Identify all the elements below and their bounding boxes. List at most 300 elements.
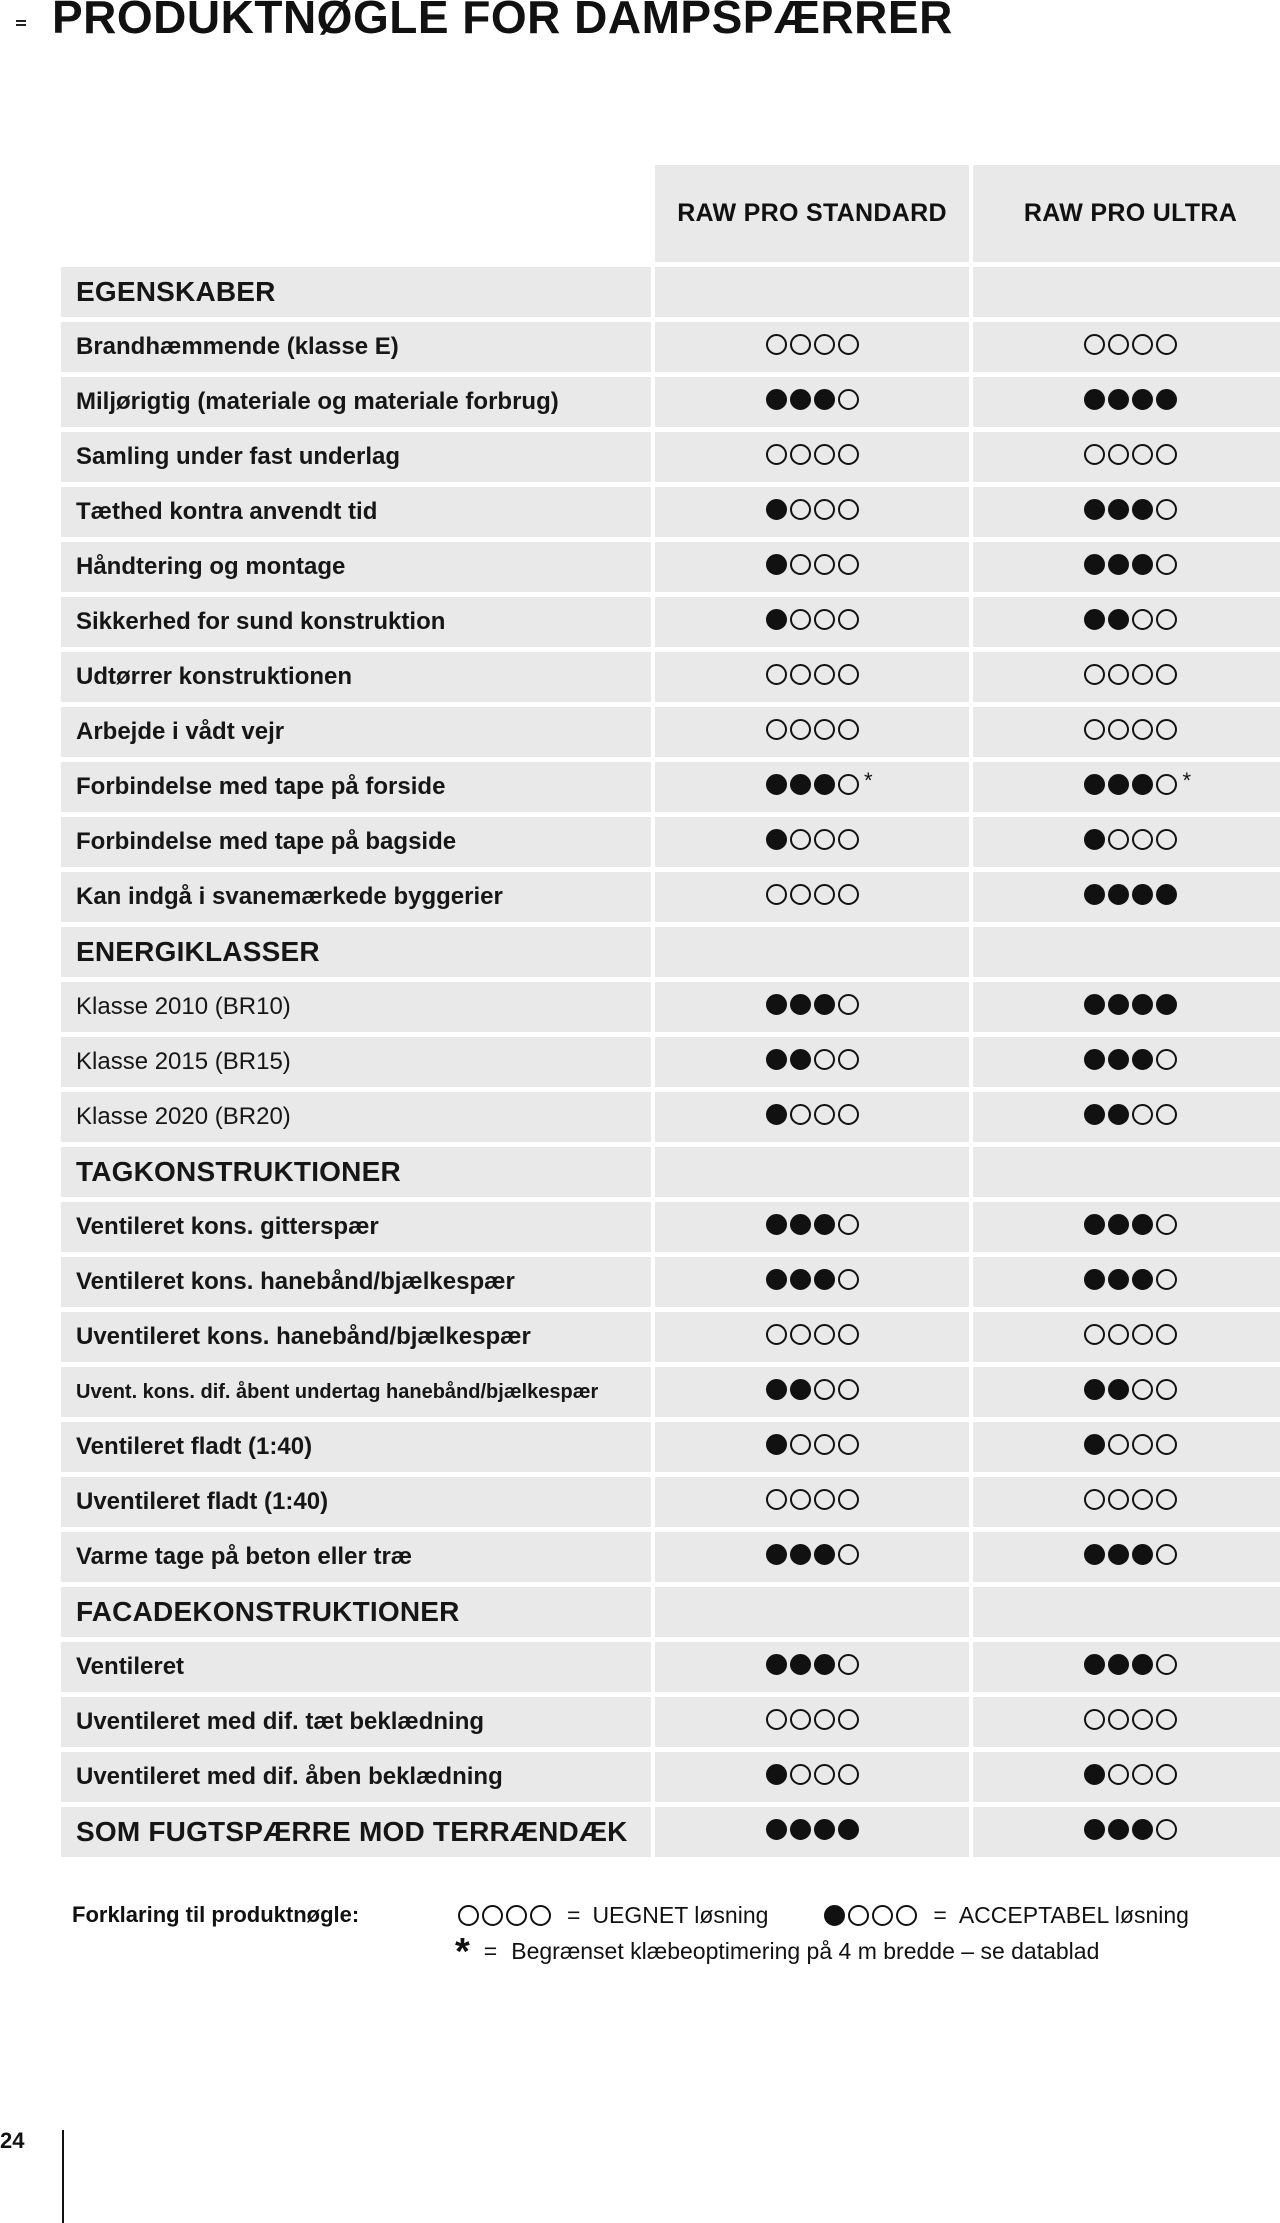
rating-dots bbox=[1084, 1049, 1177, 1070]
empty-circle-icon bbox=[1156, 1214, 1177, 1235]
empty-circle-icon bbox=[1108, 1764, 1129, 1785]
rating-ultra bbox=[973, 432, 1280, 482]
section-heading: ENERGIKLASSER bbox=[61, 927, 651, 977]
filled-circle-icon bbox=[766, 1819, 787, 1840]
empty-circle-icon bbox=[838, 884, 859, 905]
legend-unsuitable-dots bbox=[458, 1905, 551, 1926]
empty-circle-icon bbox=[790, 1709, 811, 1730]
row-label: Ventileret fladt (1:40) bbox=[61, 1422, 651, 1472]
empty-circle-icon bbox=[1108, 829, 1129, 850]
filled-circle-icon bbox=[1108, 609, 1129, 630]
empty-circle-icon bbox=[790, 554, 811, 575]
empty-circle-icon bbox=[790, 664, 811, 685]
empty-circle-icon bbox=[790, 1764, 811, 1785]
rating-dots bbox=[1084, 1544, 1177, 1565]
rating-dots bbox=[766, 1544, 859, 1565]
table-row bbox=[61, 1312, 1280, 1362]
empty-circle-icon bbox=[766, 884, 787, 905]
row-label: Uvent. kons. dif. åbent undertag hanebånd/bjælkespær bbox=[61, 1367, 651, 1417]
row-label: Forbindelse med tape på forside bbox=[61, 762, 651, 812]
empty-circle-icon bbox=[790, 884, 811, 905]
rating-ultra bbox=[973, 487, 1280, 537]
row-label: Sikkerhed for sund konstruktion bbox=[61, 597, 651, 647]
empty-circle-icon bbox=[1084, 719, 1105, 740]
filled-circle-icon bbox=[766, 1214, 787, 1235]
rating-dots bbox=[766, 1049, 859, 1070]
rating-standard bbox=[655, 487, 969, 537]
row-label: Klasse 2015 (BR15) bbox=[61, 1037, 651, 1087]
rating-dots bbox=[1084, 1214, 1177, 1235]
filled-circle-icon bbox=[814, 1654, 835, 1675]
rating-dots bbox=[766, 1214, 859, 1235]
empty-circle-icon bbox=[1156, 609, 1177, 630]
empty-circle-icon bbox=[766, 719, 787, 740]
filled-circle-icon bbox=[1108, 499, 1129, 520]
rating-dots bbox=[1084, 609, 1177, 630]
filled-circle-icon bbox=[1108, 1049, 1129, 1070]
empty-circle-icon bbox=[1084, 334, 1105, 355]
empty-circle-icon bbox=[1156, 719, 1177, 740]
empty-circle-icon bbox=[814, 884, 835, 905]
row-label: Ventileret kons. gitterspær bbox=[61, 1202, 651, 1252]
filled-circle-icon bbox=[790, 1214, 811, 1235]
rating-dots bbox=[766, 554, 859, 575]
rating-dots bbox=[766, 1379, 859, 1400]
row-label: Klasse 2010 (BR10) bbox=[61, 982, 651, 1032]
rating-standard bbox=[655, 542, 969, 592]
empty-circle-icon bbox=[530, 1905, 551, 1926]
filled-circle-icon bbox=[766, 389, 787, 410]
filled-circle-icon bbox=[814, 994, 835, 1015]
filled-circle-icon bbox=[766, 1654, 787, 1675]
row-label: Varme tage på beton eller træ bbox=[61, 1532, 651, 1582]
table-row bbox=[61, 1532, 1280, 1582]
rating-standard bbox=[655, 1312, 969, 1362]
empty-circle-icon bbox=[1156, 499, 1177, 520]
empty-circle-icon bbox=[766, 664, 787, 685]
row-label: Uventileret med dif. åben beklædning bbox=[61, 1752, 651, 1802]
empty-circle-icon bbox=[838, 1214, 859, 1235]
row-label: Ventileret kons. hanebånd/bjælkespær bbox=[61, 1257, 651, 1307]
row-label: Tæthed kontra anvendt tid bbox=[61, 487, 651, 537]
row-label: Udtørrer konstruktionen bbox=[61, 652, 651, 702]
filled-circle-icon bbox=[814, 1214, 835, 1235]
rating-ultra bbox=[973, 1257, 1280, 1307]
filled-circle-icon bbox=[1084, 1654, 1105, 1675]
rating-dots bbox=[1084, 499, 1177, 520]
rating-dots bbox=[766, 1764, 859, 1785]
rating-standard bbox=[655, 1477, 969, 1527]
empty-circle-icon bbox=[814, 664, 835, 685]
rating-standard bbox=[655, 1697, 969, 1747]
empty-circle-icon bbox=[814, 1434, 835, 1455]
empty-circle-icon bbox=[1156, 1489, 1177, 1510]
rating-standard bbox=[655, 762, 969, 812]
empty-circle-icon bbox=[790, 1104, 811, 1125]
rating-standard bbox=[655, 1587, 969, 1637]
rating-standard bbox=[655, 652, 969, 702]
legend-star-explanation bbox=[455, 1930, 1100, 1973]
filled-circle-icon bbox=[1084, 554, 1105, 575]
filled-circle-icon bbox=[766, 829, 787, 850]
empty-circle-icon bbox=[838, 1324, 859, 1345]
rating-dots bbox=[766, 499, 859, 520]
rating-dots bbox=[766, 768, 873, 795]
rating-standard bbox=[655, 1202, 969, 1252]
filled-circle-icon bbox=[814, 774, 835, 795]
rating-ultra bbox=[973, 322, 1280, 372]
rating-dots bbox=[1084, 1654, 1177, 1675]
rating-dots bbox=[1084, 1104, 1177, 1125]
empty-circle-icon bbox=[790, 1489, 811, 1510]
rating-ultra bbox=[973, 1532, 1280, 1582]
rating-ultra bbox=[973, 927, 1280, 977]
filled-circle-icon bbox=[1132, 1269, 1153, 1290]
empty-circle-icon bbox=[1156, 444, 1177, 465]
table-row bbox=[61, 597, 1280, 647]
empty-circle-icon bbox=[1108, 1489, 1129, 1510]
filled-circle-icon bbox=[766, 1379, 787, 1400]
filled-circle-icon bbox=[1084, 884, 1105, 905]
table-row bbox=[61, 1477, 1280, 1527]
rating-standard bbox=[655, 1642, 969, 1692]
filled-circle-icon bbox=[824, 1905, 845, 1926]
row-label: Miljørigtig (materiale og materiale forbrug) bbox=[61, 377, 651, 427]
legend-equals-2: = bbox=[933, 1902, 947, 1928]
empty-circle-icon bbox=[1132, 1379, 1153, 1400]
empty-circle-icon bbox=[1156, 334, 1177, 355]
rating-dots bbox=[766, 719, 859, 740]
empty-circle-icon bbox=[458, 1905, 479, 1926]
rating-standard bbox=[655, 872, 969, 922]
empty-circle-icon bbox=[872, 1905, 893, 1926]
rating-standard bbox=[655, 1037, 969, 1087]
empty-circle-icon bbox=[838, 1104, 859, 1125]
rating-standard bbox=[655, 597, 969, 647]
filled-circle-icon bbox=[1108, 554, 1129, 575]
empty-circle-icon bbox=[766, 1324, 787, 1345]
rating-standard bbox=[655, 1752, 969, 1802]
empty-circle-icon bbox=[838, 609, 859, 630]
filled-circle-icon bbox=[766, 774, 787, 795]
empty-circle-icon bbox=[896, 1905, 917, 1926]
empty-circle-icon bbox=[1084, 1324, 1105, 1345]
empty-circle-icon bbox=[790, 334, 811, 355]
empty-circle-icon bbox=[1132, 829, 1153, 850]
table-row bbox=[61, 322, 1280, 372]
rating-dots bbox=[766, 1324, 859, 1345]
empty-circle-icon bbox=[790, 829, 811, 850]
filled-circle-icon bbox=[790, 1269, 811, 1290]
rating-standard bbox=[655, 322, 969, 372]
filled-circle-icon bbox=[1084, 389, 1105, 410]
empty-circle-icon bbox=[814, 719, 835, 740]
table-row bbox=[61, 1257, 1280, 1307]
filled-circle-icon bbox=[766, 1049, 787, 1070]
legend-star-note: Begrænset klæbeoptimering på 4 m bredde – se datablad bbox=[511, 1938, 1100, 1964]
empty-circle-icon bbox=[1156, 774, 1177, 795]
empty-circle-icon bbox=[1132, 1104, 1153, 1125]
rating-ultra bbox=[973, 597, 1280, 647]
empty-circle-icon bbox=[838, 499, 859, 520]
table-row bbox=[61, 1752, 1280, 1802]
rating-standard bbox=[655, 377, 969, 427]
rating-dots bbox=[1084, 1379, 1177, 1400]
filled-circle-icon bbox=[1132, 1049, 1153, 1070]
rating-ultra bbox=[973, 377, 1280, 427]
empty-circle-icon bbox=[814, 829, 835, 850]
table-row bbox=[61, 487, 1280, 537]
filled-circle-icon bbox=[1108, 1104, 1129, 1125]
rating-dots bbox=[1084, 1709, 1177, 1730]
filled-circle-icon bbox=[1156, 389, 1177, 410]
filled-circle-icon bbox=[838, 1819, 859, 1840]
star-icon: * bbox=[455, 1930, 470, 1973]
rating-standard bbox=[655, 1367, 969, 1417]
filled-circle-icon bbox=[790, 1379, 811, 1400]
rating-ultra bbox=[973, 1642, 1280, 1692]
empty-circle-icon bbox=[1084, 1709, 1105, 1730]
table-row bbox=[61, 872, 1280, 922]
filled-circle-icon bbox=[1156, 994, 1177, 1015]
rating-standard bbox=[655, 1257, 969, 1307]
empty-circle-icon bbox=[838, 829, 859, 850]
filled-circle-icon bbox=[1084, 1214, 1105, 1235]
legend-unsuitable-label: UEGNET løsning bbox=[592, 1902, 769, 1928]
empty-circle-icon bbox=[838, 774, 859, 795]
filled-circle-icon bbox=[1132, 774, 1153, 795]
rating-ultra bbox=[973, 1422, 1280, 1472]
menu-lines-icon bbox=[16, 20, 26, 28]
table-row bbox=[61, 1037, 1280, 1087]
filled-circle-icon bbox=[1108, 1544, 1129, 1565]
empty-circle-icon bbox=[790, 719, 811, 740]
rating-dots bbox=[766, 829, 859, 850]
filled-circle-icon bbox=[814, 389, 835, 410]
rating-standard bbox=[655, 1807, 969, 1857]
table-row bbox=[61, 762, 1280, 812]
filled-circle-icon bbox=[1108, 884, 1129, 905]
rating-dots bbox=[1084, 1489, 1177, 1510]
rating-dots bbox=[1084, 1434, 1177, 1455]
filled-circle-icon bbox=[790, 994, 811, 1015]
rating-standard bbox=[655, 982, 969, 1032]
rating-ultra bbox=[973, 1587, 1280, 1637]
empty-circle-icon bbox=[1156, 1764, 1177, 1785]
empty-circle-icon bbox=[1156, 664, 1177, 685]
column-header-row bbox=[61, 165, 1280, 262]
empty-circle-icon bbox=[1084, 664, 1105, 685]
asterisk-icon: * bbox=[1182, 768, 1191, 793]
table-row bbox=[61, 1642, 1280, 1692]
empty-circle-icon bbox=[1132, 1434, 1153, 1455]
filled-circle-icon bbox=[766, 609, 787, 630]
row-label: Håndtering og montage bbox=[61, 542, 651, 592]
rating-standard bbox=[655, 1147, 969, 1197]
empty-circle-icon bbox=[814, 334, 835, 355]
empty-circle-icon bbox=[1156, 1544, 1177, 1565]
rating-dots bbox=[1084, 664, 1177, 685]
empty-circle-icon bbox=[790, 444, 811, 465]
empty-circle-icon bbox=[838, 1764, 859, 1785]
filled-circle-icon bbox=[1108, 1379, 1129, 1400]
empty-circle-icon bbox=[814, 1104, 835, 1125]
rating-ultra bbox=[973, 1037, 1280, 1087]
filled-circle-icon bbox=[1132, 1654, 1153, 1675]
empty-circle-icon bbox=[1132, 1489, 1153, 1510]
table-row bbox=[61, 1697, 1280, 1747]
row-label: Uventileret fladt (1:40) bbox=[61, 1477, 651, 1527]
row-label: Uventileret kons. hanebånd/bjælkespær bbox=[61, 1312, 651, 1362]
rating-standard bbox=[655, 1092, 969, 1142]
row-label: Uventileret med dif. tæt beklædning bbox=[61, 1697, 651, 1747]
empty-circle-icon bbox=[1132, 719, 1153, 740]
rating-ultra bbox=[973, 1697, 1280, 1747]
legend-equals: = bbox=[567, 1902, 581, 1928]
filled-circle-icon bbox=[1132, 1544, 1153, 1565]
empty-circle-icon bbox=[1156, 1379, 1177, 1400]
filled-circle-icon bbox=[1084, 499, 1105, 520]
rating-standard bbox=[655, 707, 969, 757]
table-row bbox=[61, 652, 1280, 702]
section-heading: FACADEKONSTRUKTIONER bbox=[61, 1587, 651, 1637]
empty-circle-icon bbox=[838, 389, 859, 410]
filled-circle-icon bbox=[1108, 1654, 1129, 1675]
rating-standard bbox=[655, 432, 969, 482]
empty-circle-icon bbox=[814, 1049, 835, 1070]
filled-circle-icon bbox=[766, 1104, 787, 1125]
table-row bbox=[61, 1422, 1280, 1472]
rating-standard bbox=[655, 1532, 969, 1582]
rating-dots bbox=[766, 609, 859, 630]
filled-circle-icon bbox=[1108, 389, 1129, 410]
empty-circle-icon bbox=[838, 1434, 859, 1455]
filled-circle-icon bbox=[1132, 1214, 1153, 1235]
empty-circle-icon bbox=[814, 1324, 835, 1345]
filled-circle-icon bbox=[1108, 1214, 1129, 1235]
empty-circle-icon bbox=[790, 499, 811, 520]
rating-ultra bbox=[973, 982, 1280, 1032]
empty-circle-icon bbox=[766, 334, 787, 355]
filled-circle-icon bbox=[1108, 1819, 1129, 1840]
empty-circle-icon bbox=[1108, 444, 1129, 465]
empty-circle-icon bbox=[1156, 829, 1177, 850]
section-heading: TAGKONSTRUKTIONER bbox=[61, 1147, 651, 1197]
empty-circle-icon bbox=[838, 1049, 859, 1070]
rating-dots bbox=[766, 1654, 859, 1675]
empty-circle-icon bbox=[838, 1544, 859, 1565]
empty-circle-icon bbox=[1156, 1819, 1177, 1840]
filled-circle-icon bbox=[766, 554, 787, 575]
legend-title: Forklaring til produktnøgle: bbox=[72, 1902, 360, 1927]
filled-circle-icon bbox=[790, 1819, 811, 1840]
filled-circle-icon bbox=[766, 1544, 787, 1565]
rating-dots bbox=[1084, 1269, 1177, 1290]
row-label: Kan indgå i svanemærkede byggerier bbox=[61, 872, 651, 922]
empty-circle-icon bbox=[1156, 1324, 1177, 1345]
rating-dots bbox=[1084, 1819, 1177, 1840]
section-row bbox=[61, 927, 1280, 977]
empty-circle-icon bbox=[790, 609, 811, 630]
empty-circle-icon bbox=[838, 1379, 859, 1400]
section-row bbox=[61, 1147, 1280, 1197]
empty-circle-icon bbox=[838, 554, 859, 575]
empty-circle-icon bbox=[1108, 1324, 1129, 1345]
empty-circle-icon bbox=[814, 1709, 835, 1730]
filled-circle-icon bbox=[1132, 499, 1153, 520]
empty-circle-icon bbox=[1108, 1434, 1129, 1455]
legend-acceptable-label: ACCEPTABEL løsning bbox=[958, 1902, 1189, 1928]
filled-circle-icon bbox=[1156, 884, 1177, 905]
empty-circle-icon bbox=[814, 499, 835, 520]
empty-circle-icon bbox=[766, 1709, 787, 1730]
empty-circle-icon bbox=[1132, 609, 1153, 630]
filled-circle-icon bbox=[790, 1544, 811, 1565]
filled-circle-icon bbox=[1084, 1269, 1105, 1290]
table-row bbox=[61, 1202, 1280, 1252]
filled-circle-icon bbox=[1084, 609, 1105, 630]
rating-dots bbox=[766, 444, 859, 465]
section-heading: EGENSKABER bbox=[61, 267, 651, 317]
filled-circle-icon bbox=[814, 1544, 835, 1565]
row-label: Ventileret bbox=[61, 1642, 651, 1692]
empty-circle-icon bbox=[838, 1709, 859, 1730]
filled-circle-icon bbox=[1084, 1764, 1105, 1785]
empty-circle-icon bbox=[790, 1324, 811, 1345]
empty-circle-icon bbox=[766, 444, 787, 465]
rating-dots bbox=[766, 1709, 859, 1730]
empty-circle-icon bbox=[1108, 719, 1129, 740]
rating-ultra bbox=[973, 1807, 1280, 1857]
rating-dots bbox=[766, 994, 859, 1015]
filled-circle-icon bbox=[1108, 774, 1129, 795]
empty-circle-icon bbox=[790, 1434, 811, 1455]
empty-circle-icon bbox=[1156, 1709, 1177, 1730]
table-row bbox=[61, 982, 1280, 1032]
filled-circle-icon bbox=[814, 1269, 835, 1290]
empty-circle-icon bbox=[1132, 1764, 1153, 1785]
filled-circle-icon bbox=[1084, 1379, 1105, 1400]
row-label: Arbejde i vådt vejr bbox=[61, 707, 651, 757]
table-row bbox=[61, 542, 1280, 592]
filled-circle-icon bbox=[766, 499, 787, 520]
empty-circle-icon bbox=[838, 444, 859, 465]
rating-dots bbox=[1084, 1764, 1177, 1785]
rating-dots bbox=[1084, 884, 1177, 905]
rating-dots bbox=[1084, 1324, 1177, 1345]
rating-dots bbox=[766, 884, 859, 905]
filled-circle-icon bbox=[790, 1049, 811, 1070]
asterisk-icon: * bbox=[863, 768, 873, 793]
rating-dots bbox=[1084, 554, 1177, 575]
rating-dots bbox=[766, 1819, 859, 1840]
rating-dots bbox=[1084, 334, 1177, 355]
empty-circle-icon bbox=[838, 719, 859, 740]
rating-ultra bbox=[973, 762, 1280, 812]
empty-circle-icon bbox=[814, 1379, 835, 1400]
empty-circle-icon bbox=[1156, 1654, 1177, 1675]
empty-circle-icon bbox=[1108, 334, 1129, 355]
page-title: PRODUKTNØGLE FOR DAMPSPÆRRER bbox=[52, 0, 953, 43]
filled-circle-icon bbox=[1132, 884, 1153, 905]
empty-circle-icon bbox=[838, 664, 859, 685]
filled-circle-icon bbox=[766, 1434, 787, 1455]
empty-circle-icon bbox=[1132, 334, 1153, 355]
empty-circle-icon bbox=[838, 1269, 859, 1290]
filled-circle-icon bbox=[1084, 1544, 1105, 1565]
table-row bbox=[61, 377, 1280, 427]
filled-circle-icon bbox=[1108, 1269, 1129, 1290]
